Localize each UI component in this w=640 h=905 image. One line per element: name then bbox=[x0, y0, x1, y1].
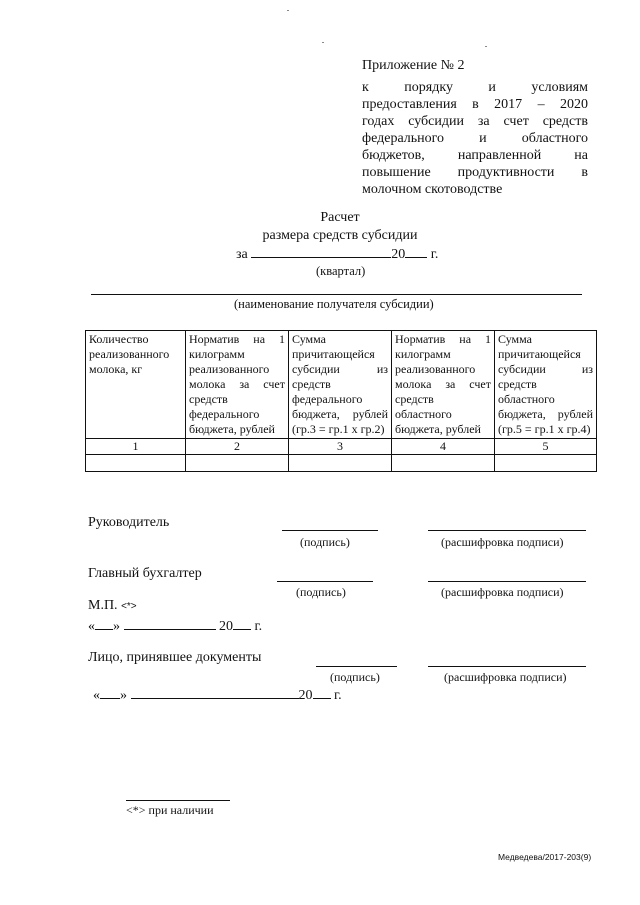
subsidy-table bbox=[85, 330, 597, 472]
table-data-row bbox=[86, 455, 597, 472]
seal-footnote-mark: <*> bbox=[121, 601, 137, 612]
document-code: Медведева/2017-203(9) bbox=[498, 852, 592, 862]
column-number: 5 bbox=[495, 439, 597, 455]
decoding-caption: (расшифровка подписи) bbox=[441, 585, 564, 599]
scan-speck bbox=[485, 46, 487, 47]
receiver-date-line bbox=[93, 686, 342, 704]
date-close-quote: » bbox=[113, 619, 120, 634]
month-blank[interactable] bbox=[131, 686, 299, 699]
chief-accountant-label: Главный бухгалтер bbox=[88, 566, 202, 581]
data-cell[interactable] bbox=[186, 455, 289, 472]
appendix-title: Приложение № 2 bbox=[362, 58, 465, 73]
column-number: 1 bbox=[86, 439, 186, 455]
date-open-quote: « bbox=[88, 619, 95, 634]
table-number-row bbox=[86, 439, 597, 455]
seal-label: М.П. bbox=[88, 598, 118, 613]
column-number: 2 bbox=[186, 439, 289, 455]
footnote-text: <*> при наличии bbox=[126, 803, 214, 817]
year-blank[interactable] bbox=[405, 245, 427, 258]
accountant-signature-line[interactable] bbox=[277, 581, 373, 582]
month-blank[interactable] bbox=[124, 617, 216, 630]
receiver-signature-line[interactable] bbox=[316, 666, 397, 667]
column-number: 4 bbox=[392, 439, 495, 455]
day-blank[interactable] bbox=[100, 686, 120, 699]
year-blank[interactable] bbox=[233, 617, 251, 630]
scan-speck bbox=[287, 10, 289, 11]
calc-subtitle: размера средств субсидии bbox=[262, 228, 418, 243]
data-cell[interactable] bbox=[495, 455, 597, 472]
header-cell: Норматив на 1 килограмм реализованного молока за счет средств областного бюджета, рублей bbox=[392, 331, 495, 439]
period-suffix: г. bbox=[430, 247, 439, 262]
date-open-quote: « bbox=[93, 688, 100, 703]
seal-date-line bbox=[88, 617, 262, 635]
calc-period-line bbox=[236, 245, 438, 263]
decoding-caption: (расшифровка подписи) bbox=[444, 670, 567, 684]
date-close-quote: » bbox=[120, 688, 127, 703]
appendix-line: федерального и областного bbox=[362, 131, 588, 146]
date-suffix: г. bbox=[254, 619, 263, 634]
date-suffix: г. bbox=[334, 688, 342, 703]
year-blank[interactable] bbox=[313, 686, 331, 699]
appendix-line: молочном скотоводстве bbox=[362, 182, 503, 197]
period-caption: (квартал) bbox=[316, 264, 366, 278]
period-year: 20 bbox=[391, 247, 406, 262]
scan-speck bbox=[322, 42, 324, 43]
header-cell: Сумма причитающейся субсидии из средств областного бюджета, рублей (гр.5 = гр.1 x гр.4) bbox=[495, 331, 597, 439]
appendix-line: бюджетов, направленной на bbox=[362, 148, 588, 163]
footnote-rule bbox=[126, 800, 230, 801]
accountant-decoding-line[interactable] bbox=[428, 581, 586, 582]
head-decoding-line[interactable] bbox=[428, 530, 586, 531]
header-cell: Норматив на 1 килограмм реализованного молока за счет средств федерального бюджета, рублей bbox=[186, 331, 289, 439]
appendix-line: годах субсидии за счет средств bbox=[362, 114, 588, 129]
receiver-label: Лицо, принявшее документы bbox=[88, 650, 262, 665]
signature-caption: (подпись) bbox=[296, 585, 346, 599]
header-cell: Сумма причитающейся субсидии из средств федерального бюджета, рублей (гр.3 = гр.1 x гр.2) bbox=[289, 331, 392, 439]
recipient-line[interactable] bbox=[91, 294, 582, 295]
decoding-caption: (расшифровка подписи) bbox=[441, 535, 564, 549]
table-header-row bbox=[86, 331, 597, 439]
date-year: 20 bbox=[298, 688, 313, 703]
column-number: 3 bbox=[289, 439, 392, 455]
signature-caption: (подпись) bbox=[330, 670, 380, 684]
day-blank[interactable] bbox=[95, 617, 113, 630]
date-year: 20 bbox=[219, 619, 233, 634]
calc-title: Расчет bbox=[320, 210, 360, 225]
period-prefix: за bbox=[236, 247, 248, 262]
appendix-line: повышение продуктивности в bbox=[362, 165, 588, 180]
seal-line bbox=[88, 598, 137, 614]
signature-caption: (подпись) bbox=[300, 535, 350, 549]
appendix-line: к порядку и условиям bbox=[362, 80, 588, 95]
head-label: Руководитель bbox=[88, 515, 170, 530]
appendix-line: предоставления в 2017 – 2020 bbox=[362, 97, 588, 112]
header-cell: Количество реализованного молока, кг bbox=[86, 331, 186, 439]
data-cell[interactable] bbox=[392, 455, 495, 472]
head-signature-line[interactable] bbox=[282, 530, 378, 531]
data-cell[interactable] bbox=[86, 455, 186, 472]
data-cell[interactable] bbox=[289, 455, 392, 472]
receiver-decoding-line[interactable] bbox=[428, 666, 586, 667]
period-blank[interactable] bbox=[251, 245, 391, 258]
recipient-caption: (наименование получателя субсидии) bbox=[234, 297, 434, 311]
